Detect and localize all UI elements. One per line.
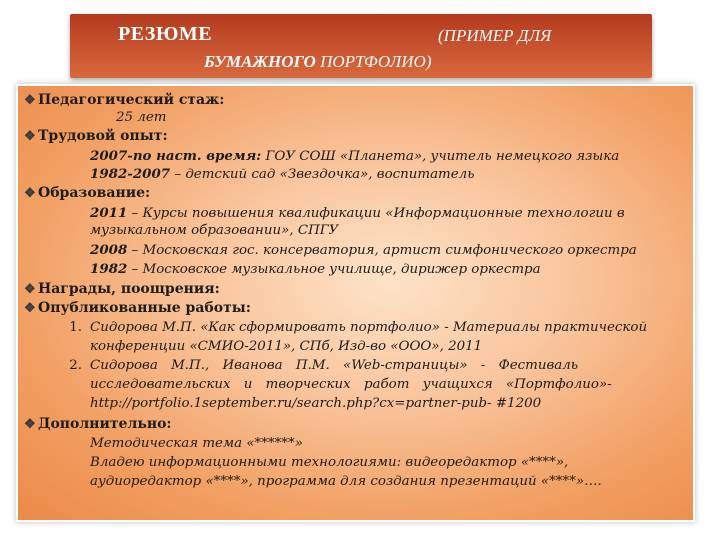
section-education-heading	[24, 184, 150, 203]
publication-item-2-text: Сидорова М.П., Иванова П.М. «Web-страницы» - Фестиваль	[90, 358, 579, 373]
publication-item-1-text: Сидорова М.П. «Как сформировать портфолио» - Материалы практической	[90, 320, 648, 335]
education-item-1-cont: музыкальном образовании», СПГУ	[90, 223, 339, 238]
work-item-2-lead: 1982-2007	[90, 166, 171, 182]
diamond-clover-bullet-icon: ❖	[24, 417, 36, 432]
education-item-2	[90, 241, 637, 260]
section-experience-heading	[24, 91, 224, 110]
section-heading-text: Награды, поощрения:	[38, 281, 220, 297]
publication-item-2-link[interactable]: http://portfolio.1september.ru/search.php?cx=partner-pub- #1200	[90, 396, 542, 411]
diamond-clover-bullet-icon: ❖	[24, 282, 36, 297]
publication-item-2-number: 2.	[69, 358, 82, 373]
section-heading-text: Трудовой опыт:	[38, 128, 168, 144]
publication-item-1-line-1	[58, 319, 647, 337]
publication-item-2-line-2: исследовательских и творческих работ учащихся «Портфолио»-	[90, 377, 612, 392]
diamond-clover-bullet-icon: ❖	[24, 301, 36, 316]
work-item-1-text: ГОУ СОШ «Планета», учитель немецкого языка	[261, 149, 620, 164]
section-heading-text: Опубликованные работы:	[38, 300, 251, 316]
education-item-1-lead: 2011	[90, 205, 128, 221]
publication-item-1-line-2: конференции «СМИО-2011», СПб, Изд-во «ООО», 2011	[90, 339, 483, 354]
resume-content	[16, 84, 695, 522]
title-banner	[70, 14, 652, 78]
education-item-1	[90, 204, 625, 223]
work-item-1-lead: 2007-по наст. время:	[90, 148, 262, 164]
education-item-3-lead: 1982	[90, 261, 128, 277]
education-item-2-text: – Московская гос. консерватория, артист симфонического оркестра	[127, 243, 637, 258]
title-line2-bold: БУМАЖНОГО	[204, 52, 316, 71]
section-publications-heading	[24, 299, 251, 318]
publication-item-1-number: 1.	[69, 320, 82, 335]
education-item-1-text: – Курсы повышения квалификации «Информационные технологии в	[127, 206, 625, 221]
title-line2-rest: ПОРТФОЛИО)	[315, 52, 432, 71]
section-awards-heading	[24, 280, 220, 299]
additional-line-1: Методическая тема «******»	[90, 436, 303, 451]
education-item-3	[90, 260, 541, 279]
title-line2	[204, 52, 431, 72]
experience-value: 25 лет	[116, 110, 167, 125]
section-heading-text: Дополнительно:	[38, 416, 172, 432]
diamond-clover-bullet-icon: ❖	[24, 129, 36, 144]
section-heading-text: Педагогический стаж:	[38, 92, 225, 108]
work-item-2	[90, 165, 475, 184]
publication-item-2-line-1	[58, 357, 578, 375]
diamond-clover-bullet-icon: ❖	[24, 186, 36, 201]
education-item-2-lead: 2008	[90, 242, 128, 258]
additional-line-3: аудиоредактор «****», программа для создания презентаций «****»….	[90, 474, 602, 489]
education-item-3-text: – Московское музыкальное училище, дирижер оркестра	[127, 262, 541, 277]
additional-line-2: Владею информационными технологиями: видеоредактор «****»,	[90, 455, 569, 470]
diamond-clover-bullet-icon: ❖	[24, 93, 36, 108]
section-work-heading	[24, 127, 168, 146]
title-aside: (ПРИМЕР ДЛЯ	[438, 26, 552, 45]
work-item-2-text: – детский сад «Звездочка», воспитатель	[170, 167, 475, 182]
section-additional-heading	[24, 415, 172, 434]
work-item-1	[90, 147, 619, 166]
section-heading-text: Образование:	[38, 185, 151, 201]
title-main: РЕЗЮМЕ	[118, 23, 213, 45]
